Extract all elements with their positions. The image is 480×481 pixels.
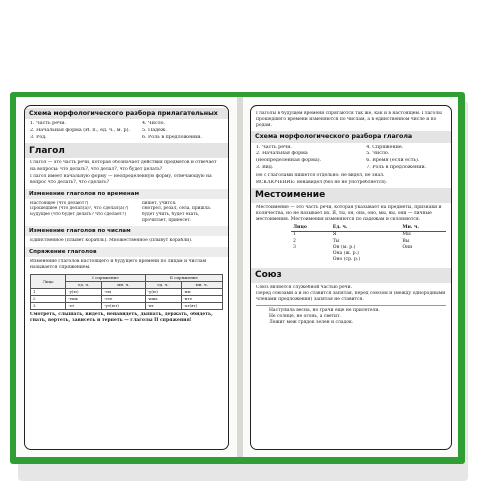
- pron-cell: Ты: [332, 238, 340, 244]
- adj-scheme-row: [25, 128, 228, 135]
- example-sentence: Не солнце, не огонь, а светит.: [269, 313, 341, 319]
- future-tense-intro: Глаголы в будущем времени спрягаются так же, как и в настоящем. Глаголы прошедшего времени изменяются по числам, а в единственном числе и по родам.: [256, 111, 442, 129]
- verb-scheme-item: 7. Роль в предложении.: [366, 164, 427, 170]
- conjugation-title: Спряжение глаголов: [25, 247, 228, 257]
- ne-rule: Не с глаголами пишется отдельно: не видел, не знал.: [256, 173, 385, 179]
- adjective-scheme-list: [25, 121, 228, 141]
- ne-exception: ИСКЛЮЧЕНИЕ: ненавидел (без не не употребляется).: [256, 179, 388, 185]
- conj-cell: -ите: [181, 295, 222, 302]
- verb-definition-2: Глагол имеет начальную форму — неопределенную форму, отвечающую на вопрос что делать?, что сделать?: [30, 173, 212, 185]
- number-title: Изменение глаголов по числам: [25, 226, 228, 236]
- conj-cell: 3: [31, 302, 66, 309]
- pronoun-definition: Местоимение — это часть речи, которая указывает на предметы, признаки и количества, но не называет их. Я, ты, он, она, оно, мы, вы, они — личные местоимения. Местоимения изменяются по падежам и склоняются.: [256, 204, 442, 222]
- verb-scheme-item: 3. Вид.: [256, 164, 274, 170]
- example-sentence: Лежит меж грядок зелен и сладок.: [269, 319, 354, 325]
- pron-cell: Она (ж. р.): [332, 250, 359, 256]
- conj-cell: -ете: [102, 295, 145, 302]
- conj-cell: -ут(ют): [102, 302, 145, 309]
- divider: [256, 305, 446, 306]
- adjective-scheme-title: Схема морфологического разбора прилагательных: [25, 108, 228, 119]
- pron-header: Мн. ч.: [400, 225, 446, 232]
- exception-text: Смотреть, слышать, видеть, ненавидеть, дышать, держать, обидеть, гнать, вертеть, зависеть и терпеть — глаголы II спряжения!: [30, 311, 213, 323]
- verb-scheme-item: 1. Часть речи.: [256, 144, 292, 150]
- tense-label: Будущее (что будет делать? что сделает?): [30, 212, 127, 218]
- example-sentence: Наступила весна, но грачи еще не прилетели.: [269, 307, 380, 313]
- tense-example: смотрел, резал, села, пришла.: [141, 206, 212, 212]
- verb-scheme-row: [251, 151, 451, 158]
- table-row: [291, 257, 446, 263]
- verb-scheme-item: 5. Число.: [366, 151, 390, 157]
- table-row: [31, 288, 223, 295]
- pron-cell: Он (м. р.): [332, 244, 356, 250]
- conj-cell: -ит: [145, 302, 181, 309]
- pron-cell: Вы: [402, 238, 410, 244]
- tense-row: [25, 212, 228, 223]
- conj-cell: -ем: [102, 288, 145, 295]
- conj-cell: 1: [31, 288, 66, 295]
- conj-cell: -ет: [66, 302, 102, 309]
- tense-label: Прошедшее (что делал(а)?, что сделал(а)?): [30, 206, 129, 212]
- table-row: [31, 295, 223, 302]
- tense-label: Настоящее (что делают?): [30, 200, 89, 206]
- adj-scheme-row: [25, 135, 228, 142]
- conj-cell: -у(ю): [66, 288, 102, 295]
- verb-scheme-title: Схема морфологического разбора глагола: [251, 131, 451, 142]
- conj-cell: -им: [181, 288, 222, 295]
- pron-cell: [400, 257, 446, 263]
- pron-cell: 3: [293, 244, 296, 250]
- verb-scheme-item: 6. Время (если есть).: [366, 158, 420, 164]
- right-page: [243, 97, 458, 457]
- table-row: [31, 302, 223, 309]
- adj-scheme-item: 4. Число.: [141, 121, 166, 127]
- conj-sub: мн. ч.: [102, 281, 145, 288]
- verb-scheme-row: [251, 145, 451, 152]
- verb-scheme-row: [251, 158, 451, 165]
- pron-cell: Оно (ср. р.): [332, 257, 361, 263]
- conj-cell: -у(ю): [145, 288, 181, 295]
- pron-header: Лицо: [291, 225, 331, 232]
- right-card: [250, 105, 452, 450]
- pronoun-table: [291, 225, 446, 263]
- union-text: Союз является служебной частью речи.: [256, 284, 353, 290]
- left-page: [16, 97, 237, 457]
- examples-list: [251, 308, 451, 326]
- conj-cell: 2: [31, 295, 66, 302]
- conj-cell: -ешь: [66, 295, 102, 302]
- conj-sub: ед. ч.: [145, 281, 181, 288]
- adj-scheme-item: 2. Начальная форма (И. п., ед. ч., м. р).: [30, 128, 130, 134]
- conj-header-i: I спряжение: [66, 274, 145, 281]
- verb-title: Глагол: [25, 143, 228, 158]
- union-title: Союз: [251, 268, 451, 283]
- tense-example: будет учить, будет ехать, прочитает, принесет.: [141, 212, 200, 223]
- conj-sub: ед. ч.: [66, 281, 102, 288]
- tense-title: Изменение глаголов по временам: [25, 189, 228, 199]
- tense-list: [25, 201, 228, 223]
- conjugation-text: Изменение глаголов настоящего и будущего времени по лицам и числам называется спряжением.: [30, 259, 207, 271]
- pron-cell: Они: [402, 244, 413, 250]
- adj-scheme-item: 5. Падеж.: [141, 128, 167, 134]
- pronoun-title: Местоимение: [251, 188, 451, 203]
- table-row: [291, 231, 446, 238]
- verb-definition: Глагол — это часть речи, которая обозначает действия предметов и отвечает на вопросы: что делать?, что делал?, что будет делать?: [30, 160, 217, 172]
- conj-header-ii: II спряжение: [145, 274, 222, 281]
- verb-scheme-row: [251, 165, 451, 172]
- pron-cell: 2: [293, 238, 296, 244]
- pron-header: Ед. ч.: [331, 225, 401, 232]
- conj-sub: мн. ч.: [181, 281, 222, 288]
- verb-scheme-item: (неопределенная форма).: [256, 158, 322, 164]
- adj-scheme-item: 3. Род.: [30, 134, 47, 140]
- left-card: [24, 105, 229, 450]
- conjugation-table: [30, 274, 223, 310]
- verb-scheme-item: 4. Спряжение.: [366, 144, 404, 150]
- verb-scheme-item: 2. Начальная форма: [256, 151, 308, 157]
- adj-scheme-item: 6. Роль в предложении.: [141, 134, 202, 140]
- tense-example: пишет, учится.: [141, 200, 177, 206]
- conj-cell: -ишь: [145, 295, 181, 302]
- pron-cell: Мы: [402, 232, 411, 238]
- conj-header-person: Лицо: [31, 274, 66, 288]
- conj-cell: -ат(ят): [181, 302, 222, 309]
- number-text: Единственное (плывет корабль). Множественное (плывут корабли).: [30, 238, 193, 244]
- union-text-2: Перед союзами а и но ставится запятая, перед союзом и (между однородными членами предложения) запятая не ставится.: [256, 290, 446, 303]
- pron-cell: 1: [293, 232, 296, 238]
- pron-cell: Я: [332, 232, 337, 238]
- adj-scheme-row: [25, 121, 228, 128]
- pron-cell: [291, 257, 331, 263]
- adj-scheme-item: 1. Часть речи.: [30, 121, 66, 127]
- verb-scheme-list: [251, 145, 451, 172]
